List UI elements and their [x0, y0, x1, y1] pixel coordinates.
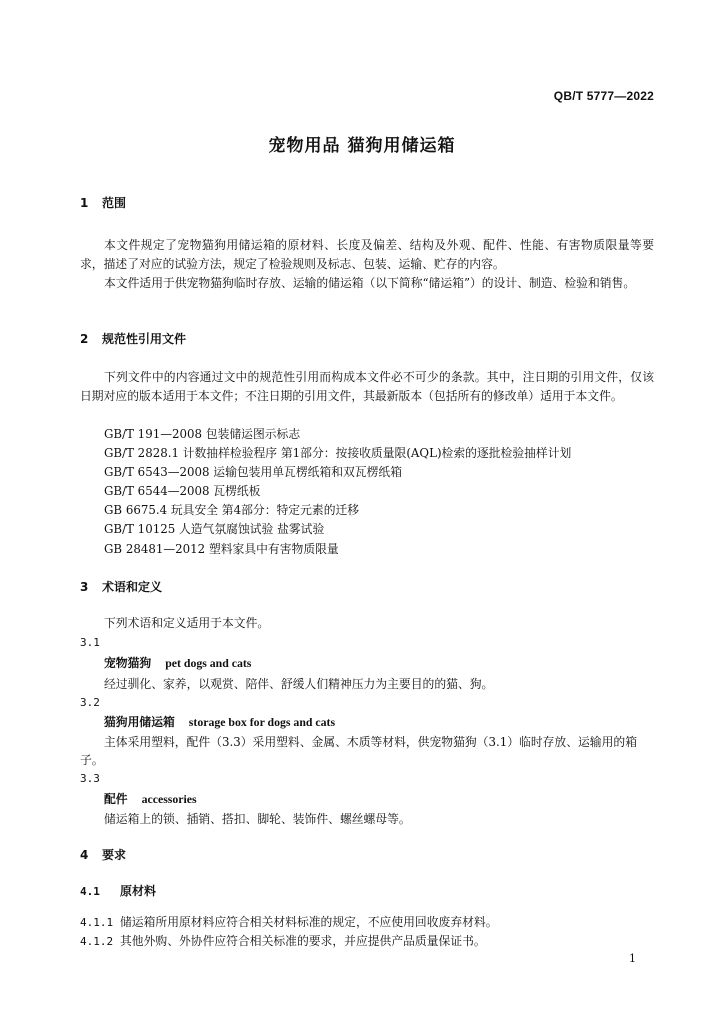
clause-text: 其他外购、外协件应符合相关标准的要求，并应提供产品质量保证书。: [120, 934, 486, 948]
section-number: 2: [80, 332, 89, 346]
section-title: 规范性引用文件: [102, 332, 187, 346]
section-heading-1: [80, 194, 126, 212]
section-title: 要求: [102, 848, 127, 862]
clause-item: [80, 913, 498, 932]
section-title: 术语和定义: [102, 580, 163, 594]
reference-item: GB/T 6544—2008 瓦楞纸板: [104, 484, 261, 498]
section-title: 范围: [102, 196, 127, 210]
clause-text: 储运箱所用原材料应符合相关材料标准的规定，不应使用回收废弃材料。: [120, 915, 498, 929]
section-heading-4: [80, 846, 126, 864]
reference-item: GB 28481—2012 塑料家具中有害物质限量: [104, 542, 339, 556]
reference-item: GB/T 10125 人造气氛腐蚀试验 盐雾试验: [104, 522, 325, 536]
section-number: 1: [80, 196, 89, 210]
clause-number: 4.1.2: [80, 935, 114, 948]
term-number: 3.3: [80, 772, 100, 785]
scope-paragraph-1: 本文件规定了宠物猫狗用储运箱的原材料、长度及偏差、结构及外观、配件、性能、有害物质限量等要求，描述了对应的试验方法，规定了检验规则及标志、包装、运输、贮存的内容。: [80, 238, 654, 271]
term-definition: 主体采用塑料，配件（3.3）采用塑料、金属、木质等材料，供宠物猫狗（3.1）临时存放、运输用的箱子。: [80, 735, 637, 767]
term-english: storage box for dogs and cats: [188, 715, 336, 729]
section-heading-3: [80, 578, 162, 596]
term-english: accessories: [141, 792, 197, 806]
document-title: 宠物用品 猫狗用储运箱: [268, 136, 456, 156]
term-chinese: 猫狗用储运箱: [104, 715, 175, 729]
term-number: 3.1: [80, 636, 100, 649]
subsection-title: 原材料: [120, 884, 157, 898]
clause-number: 4.1.1: [80, 916, 114, 929]
term-entry: [104, 790, 197, 808]
term-chinese: 配件: [104, 792, 128, 806]
reference-item: GB 6675.4 玩具安全 第4部分：特定元素的迁移: [104, 503, 360, 517]
reference-item: GB/T 191—2008 包装储运图示标志: [104, 427, 301, 441]
section-number: 4: [80, 848, 89, 862]
terms-intro: 下列术语和定义适用于本文件。: [104, 616, 270, 630]
term-entry: [104, 654, 251, 672]
term-entry: [104, 713, 335, 731]
references-intro: 下列文件中的内容通过文中的规范性引用而构成本文件必不可少的条款。其中，注日期的引用文件，仅该日期对应的版本适用于本文件；不注日期的引用文件，其最新版本（包括所有的修改单）适用于本文件。: [80, 370, 654, 403]
standard-code: QB/T 5777—2022: [553, 89, 654, 103]
term-number: 3.2: [80, 696, 100, 709]
page-number: 1: [629, 952, 636, 965]
reference-item: GB/T 2828.1 计数抽样检验程序 第1部分：按接收质量限(AQL)检索的逐批检验抽样计划: [104, 446, 572, 460]
term-chinese: 宠物猫狗: [104, 656, 152, 670]
subsection-heading: [80, 882, 156, 901]
term-english: pet dogs and cats: [165, 656, 252, 670]
scope-paragraph-2: 本文件适用于供宠物猫狗临时存放、运输的储运箱（以下简称“储运箱”）的设计、制造、检验和销售。: [104, 276, 636, 290]
reference-item: GB/T 6543—2008 运输包装用单瓦楞纸箱和双瓦楞纸箱: [104, 465, 403, 479]
section-heading-2: [80, 330, 186, 348]
section-number: 3: [80, 580, 89, 594]
term-definition: 储运箱上的锁、插销、搭扣、脚轮、装饰件、螺丝螺母等。: [104, 812, 411, 826]
term-definition: 经过驯化、家养，以观赏、陪伴、舒缓人们精神压力为主要目的的猫、狗。: [104, 677, 494, 691]
subsection-number: 4.1: [80, 885, 100, 898]
clause-item: [80, 932, 486, 951]
